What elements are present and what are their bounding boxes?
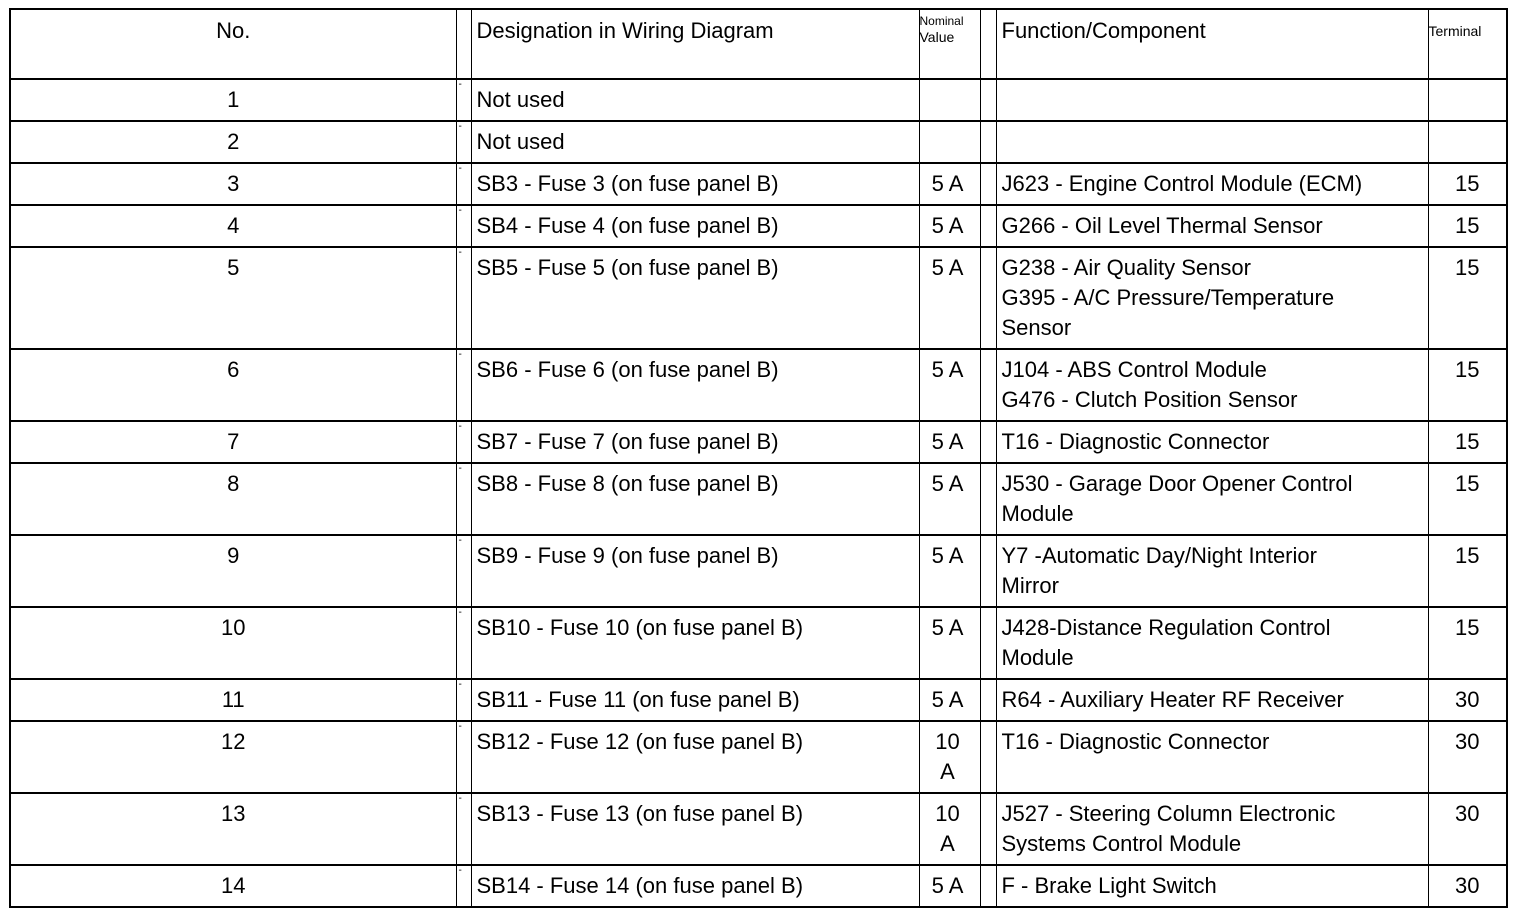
row-function	[996, 205, 1428, 247]
row-spacer	[456, 463, 471, 535]
row-function	[996, 421, 1428, 463]
row-nominal-value	[919, 463, 980, 535]
row-nominal-value	[919, 349, 980, 421]
header-nominal-value-line1: Nominal	[919, 14, 964, 28]
row-spacer	[456, 793, 471, 865]
row-nominal-value-line: 10	[935, 801, 960, 826]
row-tick-mark: -	[458, 721, 462, 732]
row-nominal-value-line: 5 A	[931, 873, 964, 898]
row-function	[996, 79, 1428, 121]
row-tick-mark: -	[458, 79, 462, 90]
row-nominal-value-line: 5 A	[931, 171, 964, 196]
row-spacer	[456, 679, 471, 721]
row-nominal-value	[919, 121, 980, 163]
row-terminal: 15	[1428, 205, 1507, 247]
row-number: 8	[10, 463, 456, 535]
row-nominal-value-line: A	[940, 831, 955, 856]
table-row	[10, 463, 1507, 535]
row-terminal: 30	[1428, 721, 1507, 793]
row-nominal-value	[919, 247, 980, 349]
row-designation: SB12 - Fuse 12 (on fuse panel B)	[471, 721, 919, 793]
row-function-line: Module	[1001, 501, 1074, 526]
row-spacer	[456, 349, 471, 421]
row-designation: SB11 - Fuse 11 (on fuse panel B)	[471, 679, 919, 721]
header-function: Function/Component	[996, 9, 1428, 79]
row-nominal-value	[919, 421, 980, 463]
row-tick-mark: -	[458, 535, 462, 546]
row-terminal: 30	[1428, 865, 1507, 907]
row-spacer-2	[980, 679, 996, 721]
row-function-line: J530 - Garage Door Opener Control	[1001, 471, 1353, 496]
row-spacer-2	[980, 535, 996, 607]
row-spacer	[456, 721, 471, 793]
row-function	[996, 121, 1428, 163]
row-nominal-value-line: 5 A	[931, 429, 964, 454]
row-nominal-value	[919, 793, 980, 865]
row-number: 9	[10, 535, 456, 607]
row-function-line: Y7 -Automatic Day/Night Interior	[1001, 543, 1317, 568]
table-row	[10, 865, 1507, 907]
row-nominal-value	[919, 163, 980, 205]
row-nominal-value-line: 10	[935, 729, 960, 754]
row-designation: SB6 - Fuse 6 (on fuse panel B)	[471, 349, 919, 421]
row-designation: SB7 - Fuse 7 (on fuse panel B)	[471, 421, 919, 463]
row-function-line: J428-Distance Regulation Control	[1001, 615, 1331, 640]
row-spacer-2	[980, 349, 996, 421]
row-terminal: 15	[1428, 163, 1507, 205]
table-row	[10, 679, 1507, 721]
row-spacer-2	[980, 247, 996, 349]
row-spacer-2	[980, 721, 996, 793]
row-designation: Not used	[471, 121, 919, 163]
row-function	[996, 247, 1428, 349]
row-nominal-value-line: 5 A	[931, 615, 964, 640]
row-number: 4	[10, 205, 456, 247]
row-spacer	[456, 247, 471, 349]
table-row	[10, 349, 1507, 421]
row-function-line: Module	[1001, 645, 1074, 670]
table-row	[10, 535, 1507, 607]
row-number: 10	[10, 607, 456, 679]
row-spacer-2	[980, 421, 996, 463]
row-designation: SB10 - Fuse 10 (on fuse panel B)	[471, 607, 919, 679]
row-spacer-2	[980, 79, 996, 121]
row-tick-mark: -	[458, 247, 462, 258]
table-row	[10, 793, 1507, 865]
header-terminal-label: Terminal	[1428, 23, 1482, 39]
row-tick-mark: -	[458, 163, 462, 174]
row-terminal	[1428, 121, 1507, 163]
row-number: 11	[10, 679, 456, 721]
table-row	[10, 163, 1507, 205]
row-nominal-value-line: 5 A	[931, 687, 964, 712]
row-function-line: J104 - ABS Control Module	[1001, 357, 1267, 382]
row-spacer-2	[980, 607, 996, 679]
row-nominal-value	[919, 865, 980, 907]
table-row	[10, 721, 1507, 793]
row-tick-mark: -	[458, 679, 462, 690]
row-spacer	[456, 421, 471, 463]
row-terminal	[1428, 79, 1507, 121]
header-spacer-2	[980, 9, 996, 79]
table-row	[10, 421, 1507, 463]
row-function	[996, 163, 1428, 205]
row-number: 5	[10, 247, 456, 349]
row-designation: SB8 - Fuse 8 (on fuse panel B)	[471, 463, 919, 535]
row-spacer-2	[980, 463, 996, 535]
row-tick-mark: -	[458, 421, 462, 432]
row-number: 14	[10, 865, 456, 907]
row-nominal-value	[919, 535, 980, 607]
row-spacer-2	[980, 793, 996, 865]
header-terminal	[1428, 9, 1507, 79]
table-row	[10, 607, 1507, 679]
row-number: 3	[10, 163, 456, 205]
row-function-line: T16 - Diagnostic Connector	[1001, 429, 1270, 454]
row-designation: SB5 - Fuse 5 (on fuse panel B)	[471, 247, 919, 349]
row-spacer	[456, 535, 471, 607]
row-function-line: Mirror	[1001, 573, 1059, 598]
row-designation: SB13 - Fuse 13 (on fuse panel B)	[471, 793, 919, 865]
row-spacer	[456, 121, 471, 163]
row-function	[996, 535, 1428, 607]
row-nominal-value-line: 5 A	[931, 471, 964, 496]
row-tick-mark: -	[458, 793, 462, 804]
row-nominal-value-line: 5 A	[931, 357, 964, 382]
fuse-table	[9, 8, 1508, 908]
row-function-line: Systems Control Module	[1001, 831, 1242, 856]
row-number: 2	[10, 121, 456, 163]
row-function	[996, 865, 1428, 907]
row-spacer	[456, 79, 471, 121]
row-function	[996, 349, 1428, 421]
row-spacer	[456, 205, 471, 247]
row-function-line: G476 - Clutch Position Sensor	[1001, 387, 1298, 412]
row-terminal: 30	[1428, 679, 1507, 721]
row-nominal-value-line: 5 A	[931, 255, 964, 280]
row-designation: SB3 - Fuse 3 (on fuse panel B)	[471, 163, 919, 205]
row-tick-mark: -	[458, 349, 462, 360]
table-row	[10, 121, 1507, 163]
row-nominal-value-line: A	[940, 759, 955, 784]
row-function-line: T16 - Diagnostic Connector	[1001, 729, 1270, 754]
row-spacer	[456, 865, 471, 907]
row-function-line: F - Brake Light Switch	[1001, 873, 1217, 898]
row-number: 1	[10, 79, 456, 121]
row-nominal-value-line: 5 A	[931, 543, 964, 568]
row-number: 12	[10, 721, 456, 793]
row-spacer-2	[980, 121, 996, 163]
row-function	[996, 793, 1428, 865]
row-function	[996, 607, 1428, 679]
row-function-line: G266 - Oil Level Thermal Sensor	[1001, 213, 1323, 238]
row-nominal-value	[919, 607, 980, 679]
header-nominal-value-line2: Value	[919, 29, 955, 45]
row-function-line: G238 - Air Quality Sensor	[1001, 255, 1251, 280]
row-nominal-value-line: 5 A	[931, 213, 964, 238]
row-function	[996, 679, 1428, 721]
row-number: 13	[10, 793, 456, 865]
row-nominal-value	[919, 79, 980, 121]
row-terminal: 15	[1428, 607, 1507, 679]
row-terminal: 15	[1428, 463, 1507, 535]
row-designation: SB14 - Fuse 14 (on fuse panel B)	[471, 865, 919, 907]
row-spacer-2	[980, 163, 996, 205]
row-spacer-2	[980, 205, 996, 247]
table-row	[10, 79, 1507, 121]
row-terminal: 15	[1428, 349, 1507, 421]
row-function-line: Sensor	[1001, 315, 1072, 340]
row-spacer	[456, 163, 471, 205]
row-tick-mark: -	[458, 463, 462, 474]
header-no: No.	[10, 9, 456, 79]
row-function-line: J527 - Steering Column Electronic	[1001, 801, 1336, 826]
table-header	[10, 9, 1507, 79]
row-tick-mark: -	[458, 607, 462, 618]
row-function-line: G395 - A/C Pressure/Temperature	[1001, 285, 1335, 310]
row-function-line: R64 - Auxiliary Heater RF Receiver	[1001, 687, 1344, 712]
header-designation: Designation in Wiring Diagram	[471, 9, 919, 79]
row-number: 6	[10, 349, 456, 421]
row-terminal: 30	[1428, 793, 1507, 865]
row-spacer	[456, 607, 471, 679]
row-terminal: 15	[1428, 421, 1507, 463]
row-terminal: 15	[1428, 247, 1507, 349]
row-function	[996, 721, 1428, 793]
row-designation: Not used	[471, 79, 919, 121]
row-designation: SB9 - Fuse 9 (on fuse panel B)	[471, 535, 919, 607]
row-nominal-value	[919, 679, 980, 721]
table-row	[10, 247, 1507, 349]
header-spacer	[456, 9, 471, 79]
row-terminal: 15	[1428, 535, 1507, 607]
row-number: 7	[10, 421, 456, 463]
row-function-line: J623 - Engine Control Module (ECM)	[1001, 171, 1363, 196]
row-tick-mark: -	[458, 205, 462, 216]
row-nominal-value	[919, 205, 980, 247]
row-function	[996, 463, 1428, 535]
row-tick-mark: -	[458, 865, 462, 876]
row-spacer-2	[980, 865, 996, 907]
row-nominal-value	[919, 721, 980, 793]
header-nominal-value	[919, 9, 980, 79]
row-tick-mark: -	[458, 121, 462, 132]
table-body	[10, 79, 1507, 907]
row-designation: SB4 - Fuse 4 (on fuse panel B)	[471, 205, 919, 247]
header-row	[10, 9, 1507, 79]
table-row	[10, 205, 1507, 247]
